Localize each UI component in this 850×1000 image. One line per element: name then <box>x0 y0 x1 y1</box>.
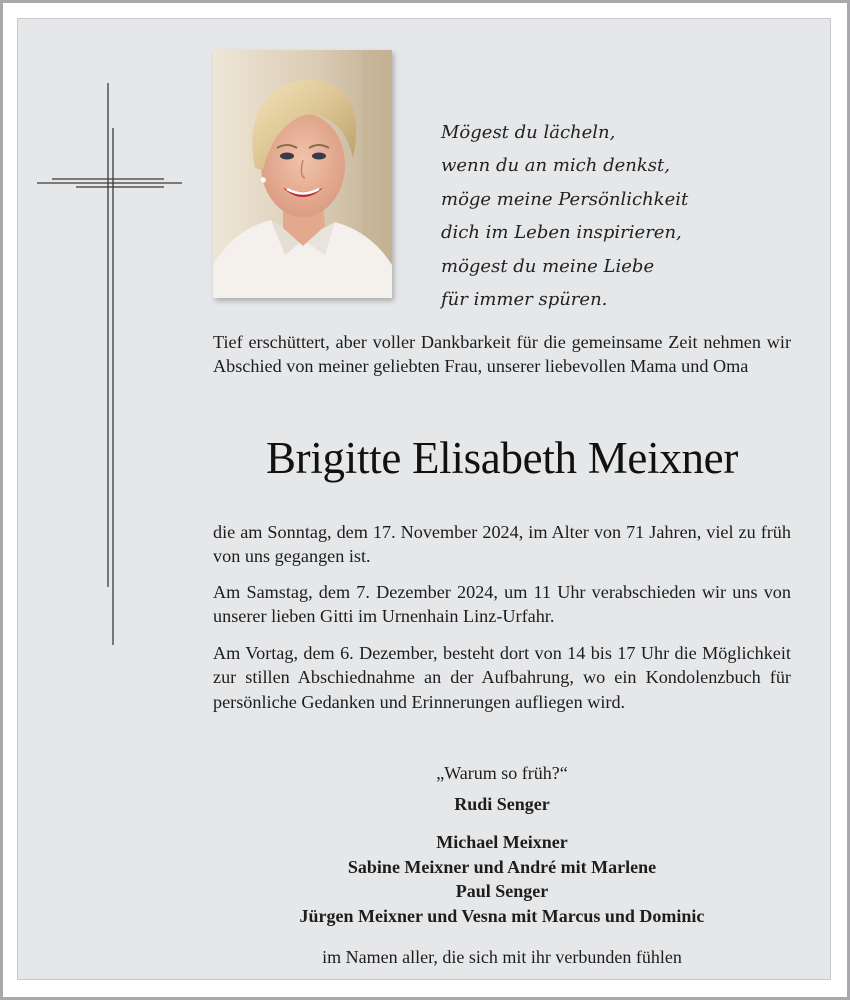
poem-line: wenn du an mich denkst, <box>441 155 670 177</box>
poem-line: möge meine Persönlichkeit <box>441 188 689 210</box>
intro-text: Tief erschüttert, aber voller Dankbarkeit für die gemeinsame Zeit nehmen wir Abschied von meiner geliebten Frau, unserer liebevollen Mama und Oma <box>213 332 791 377</box>
viewing-paragraph: Am Vortag, dem 6. Dezember, besteht dort von 14 bis 17 Uhr die Möglichkeit zur stillen Abschiednahme an der Aufbahrung, wo ein Kondolenzbuch für persönliche Gedanken und Erinnerungen aufliegen wird. <box>213 643 791 712</box>
portrait-photo <box>213 50 392 298</box>
family-list <box>213 830 791 928</box>
deceased-name: Brigitte Elisabeth Meixner <box>265 433 739 483</box>
poem <box>441 116 801 316</box>
farewell-paragraph: Am Samstag, dem 7. Dezember 2024, um 11 Uhr verabschieden wir uns von unserer lieben Gitti im Urnenhain Linz-Urfahr. <box>213 582 791 627</box>
poem-line: Mögest du lächeln, <box>441 122 616 143</box>
closing-line: im Namen aller, die sich mit ihr verbunden fühlen <box>322 947 682 967</box>
poem-line: für immer spüren. <box>441 289 608 311</box>
quote: „Warum so früh?“ <box>436 763 568 783</box>
spouse-name: Rudi Senger <box>454 794 550 814</box>
family-member: Jürgen Meixner und Vesna mit Marcus und Dominic <box>299 905 705 926</box>
family-member: Sabine Meixner und André mit Marlene <box>347 856 657 877</box>
poem-line: mögest du meine Liebe <box>441 255 655 277</box>
poem-line: dich im Leben inspirieren, <box>441 222 682 244</box>
death-paragraph: die am Sonntag, dem 17. November 2024, im Alter von 71 Jahren, viel zu früh von uns gegangen ist. <box>213 522 791 567</box>
family-member: Paul Senger <box>455 881 549 901</box>
family-member: Michael Meixner <box>436 832 568 852</box>
